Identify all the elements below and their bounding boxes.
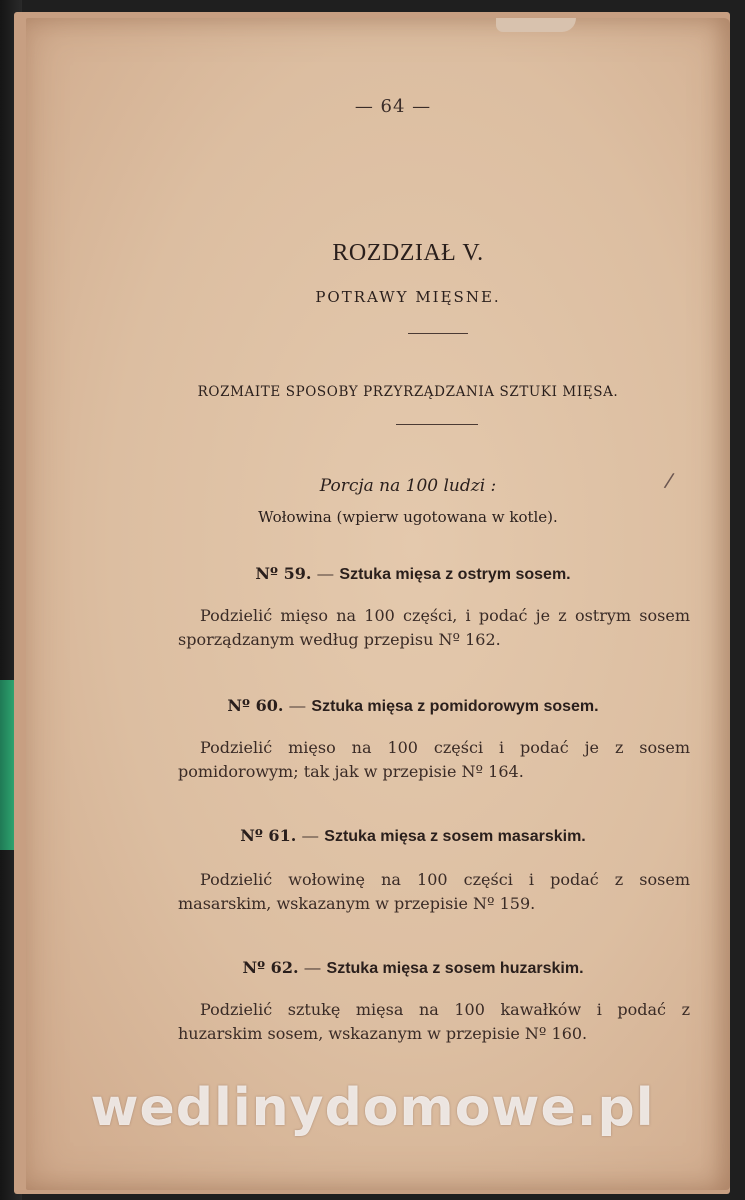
recipe-title: Sztuka mięsa z sosem masarskim. [324, 828, 586, 845]
recipe-heading [26, 826, 730, 846]
recipe-text: Podzielić wołowinę na 100 części i podać z sosem masarskim, wskazanym w przepisie Nº 159. [178, 870, 690, 913]
recipe-dash: — [289, 698, 306, 715]
chapter-subtitle: POTRAWY MIĘSNE. [315, 288, 501, 306]
pencil-mark: / [663, 467, 676, 493]
recipe-number: Nº 60. [227, 696, 284, 715]
recipe-number: Nº 62. [242, 958, 299, 977]
recipe-number: Nº 59. [255, 564, 312, 583]
section-title: ROZMAITE SPOSOBY PRZYRZĄDZANIA SZTUKI MIĘSA. [197, 384, 619, 400]
divider [396, 424, 478, 425]
recipe-text: Podzielić mięso na 100 części i podać je z sosem pomidorowym; tak jak w przepisie Nº 164. [178, 738, 690, 781]
recipe-title: Sztuka mięsa z pomidorowym sosem. [311, 698, 599, 715]
portion-item: Wołowina (wpierw ugotowana w kotle). [258, 508, 558, 526]
watermark: wedlinydomowe.pl [90, 1078, 655, 1138]
recipe-number: Nº 61. [240, 826, 297, 845]
recipe-heading [26, 958, 730, 978]
recipe-title: Sztuka mięsa z sosem huzarskim. [326, 960, 584, 977]
divider [408, 333, 468, 334]
recipe-text: Podzielić sztukę mięsa na 100 kawałków i podać z huzarskim sosem, wskazanym w przepisie Nº 160. [178, 1000, 690, 1043]
recipe-dash: — [304, 960, 321, 977]
book-page [26, 18, 730, 1190]
recipe-heading [26, 696, 730, 716]
torn-edge [496, 18, 576, 32]
recipe-text: Podzielić mięso na 100 części, i podać je z ostrym sosem sporządzanym według przepisu Nº 162. [178, 606, 690, 649]
recipe-heading [26, 564, 730, 584]
recipe-title: Sztuka mięsa z ostrym sosem. [339, 566, 571, 583]
portion-label: Porcja na 100 ludzi : [319, 476, 497, 496]
chapter-title: ROZDZIAŁ V. [332, 240, 484, 266]
recipe-dash: — [317, 566, 334, 583]
recipe-dash: — [302, 828, 319, 845]
bookmark-ribbon [0, 680, 14, 850]
page-number: — 64 — [354, 96, 432, 117]
